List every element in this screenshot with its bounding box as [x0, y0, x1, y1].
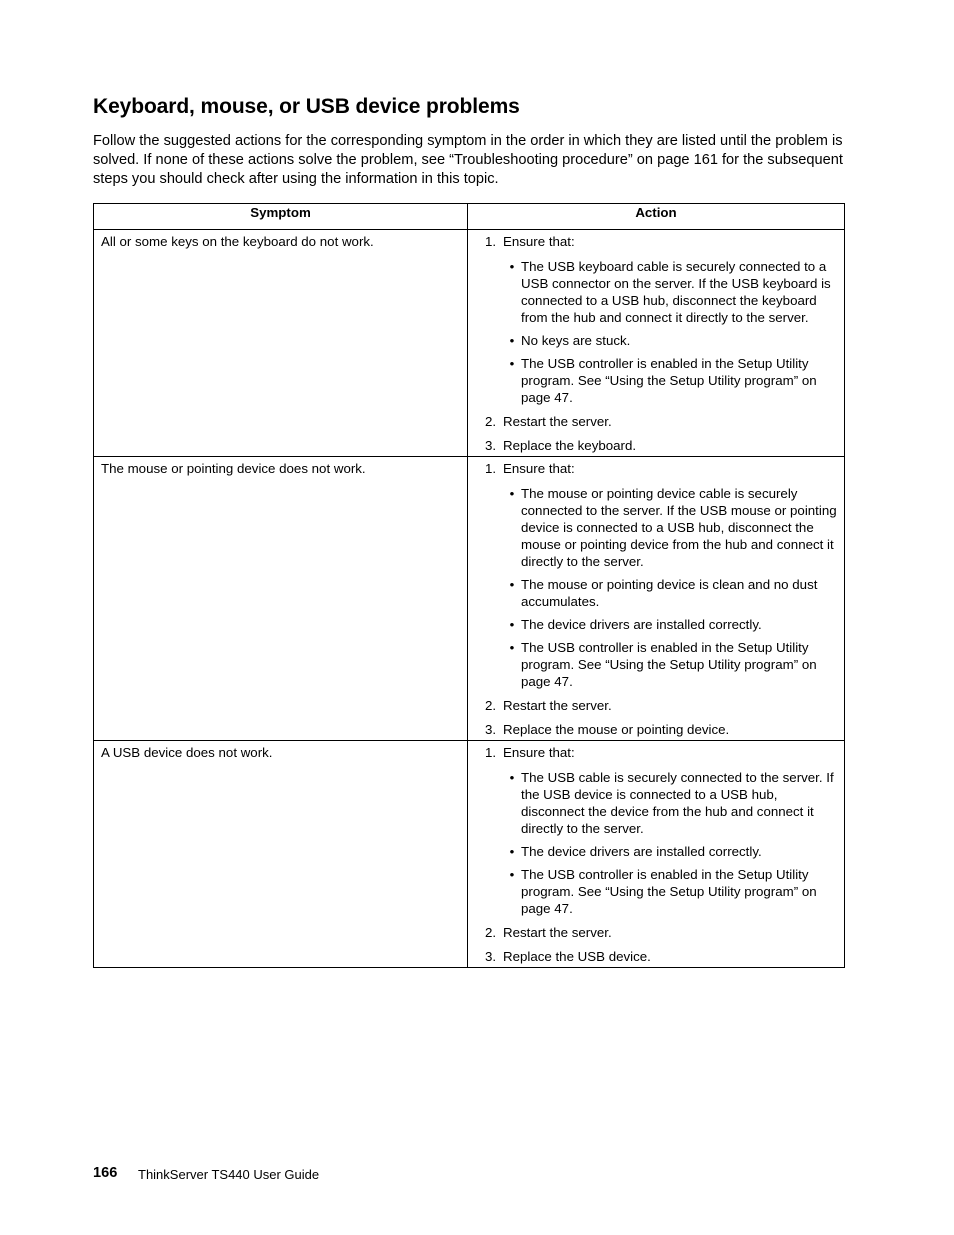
step-body	[503, 437, 838, 454]
condition-text: The USB controller is enabled in the Setup Utility program. See “Using the Setup Utility program” on page 47.	[521, 640, 817, 689]
step-text: Restart the server.	[503, 414, 612, 429]
condition-item	[503, 485, 838, 570]
bullet-icon: •	[509, 617, 515, 632]
step-number: 3.	[485, 722, 497, 737]
action-cell	[468, 741, 845, 968]
action-step	[485, 460, 838, 690]
condition-item	[503, 355, 838, 406]
action-steps	[485, 460, 838, 738]
condition-text: The mouse or pointing device is clean and no dust accumulates.	[521, 577, 818, 609]
action-cell	[468, 230, 845, 457]
bullet-icon: •	[509, 770, 515, 785]
step-text: Replace the keyboard.	[503, 438, 637, 453]
step-text: Ensure that:	[503, 461, 575, 476]
bullet-icon: •	[509, 356, 515, 371]
step-body	[503, 924, 838, 941]
condition-item	[503, 332, 838, 349]
condition-text: The USB controller is enabled in the Setup Utility program. See “Using the Setup Utility program” on page 47.	[521, 867, 817, 916]
symptom-cell: The mouse or pointing device does not work.	[94, 457, 468, 741]
condition-item	[503, 576, 838, 610]
step-number: 2.	[485, 925, 497, 940]
intro-paragraph: Follow the suggested actions for the corresponding symptom in the order in which they are listed until the problem is solved. If none of these actions solve the problem, see “Troubleshooting procedure” on page 161 for the subsequent steps you should check after using the information in this topic.	[93, 133, 843, 187]
step-body	[503, 460, 838, 690]
step-text: Replace the USB device.	[503, 949, 651, 964]
table-row	[94, 741, 845, 968]
bullet-icon: •	[509, 640, 515, 655]
step-number: 1.	[485, 461, 497, 476]
page-title: Keyboard, mouse, or USB device problems	[93, 95, 520, 118]
table-row	[94, 457, 845, 741]
step-body	[503, 721, 838, 738]
step-number: 1.	[485, 234, 497, 249]
step-body	[503, 948, 838, 965]
condition-text: No keys are stuck.	[521, 333, 631, 348]
footer-doc-title: ThinkServer TS440 User Guide	[138, 1167, 320, 1182]
step-text: Ensure that:	[503, 745, 575, 760]
troubleshooting-table	[93, 203, 845, 968]
action-step	[485, 721, 838, 738]
table-row	[94, 230, 845, 457]
step-body	[503, 413, 838, 430]
action-step	[485, 697, 838, 714]
action-step	[485, 744, 838, 917]
bullet-icon: •	[509, 844, 515, 859]
step-number: 1.	[485, 745, 497, 760]
bullet-icon: •	[509, 333, 515, 348]
step-number: 3.	[485, 438, 497, 453]
step-body	[503, 697, 838, 714]
bullet-icon: •	[509, 259, 515, 274]
condition-item	[503, 258, 838, 326]
symptom-header: Symptom	[94, 204, 468, 230]
symptom-cell: A USB device does not work.	[94, 741, 468, 968]
condition-text: The USB controller is enabled in the Setup Utility program. See “Using the Setup Utility program” on page 47.	[521, 356, 817, 405]
condition-item	[503, 866, 838, 917]
action-step	[485, 948, 838, 965]
bullet-icon: •	[509, 577, 515, 592]
footer-page-number: 166	[93, 1165, 118, 1181]
step-number: 2.	[485, 698, 497, 713]
condition-item	[503, 616, 838, 633]
condition-list	[503, 258, 838, 406]
action-steps	[485, 744, 838, 965]
action-step	[485, 413, 838, 430]
step-body	[503, 744, 838, 917]
condition-item	[503, 843, 838, 860]
condition-item	[503, 769, 838, 837]
action-step	[485, 233, 838, 406]
step-number: 2.	[485, 414, 497, 429]
bullet-icon: •	[509, 867, 515, 882]
action-cell	[468, 457, 845, 741]
step-text: Restart the server.	[503, 698, 612, 713]
step-text: Ensure that:	[503, 234, 575, 249]
table-header-row	[94, 204, 845, 230]
table-body	[94, 230, 845, 968]
symptom-cell: All or some keys on the keyboard do not work.	[94, 230, 468, 457]
condition-text: The device drivers are installed correctly.	[521, 844, 762, 859]
action-step	[485, 924, 838, 941]
condition-text: The USB keyboard cable is securely connected to a USB connector on the server. If the USB keyboard is connected to a USB hub, disconnect the keyboard from the hub and connect it directly to the server.	[521, 259, 831, 325]
action-step	[485, 437, 838, 454]
condition-text: The device drivers are installed correctly.	[521, 617, 762, 632]
step-text: Replace the mouse or pointing device.	[503, 722, 730, 737]
step-body	[503, 233, 838, 406]
condition-text: The USB cable is securely connected to the server. If the USB device is connected to a USB hub, disconnect the device from the hub and connect it directly to the server.	[521, 770, 834, 836]
action-steps	[485, 233, 838, 454]
condition-list	[503, 769, 838, 917]
condition-list	[503, 485, 838, 690]
step-number: 3.	[485, 949, 497, 964]
condition-item	[503, 639, 838, 690]
condition-text: The mouse or pointing device cable is securely connected to the server. If the USB mouse or pointing device is connected to a USB hub, disconnect the mouse or pointing device from the hub and connect it directly to the server.	[521, 486, 837, 569]
step-text: Restart the server.	[503, 925, 612, 940]
action-header: Action	[468, 204, 845, 230]
bullet-icon: •	[509, 486, 515, 501]
